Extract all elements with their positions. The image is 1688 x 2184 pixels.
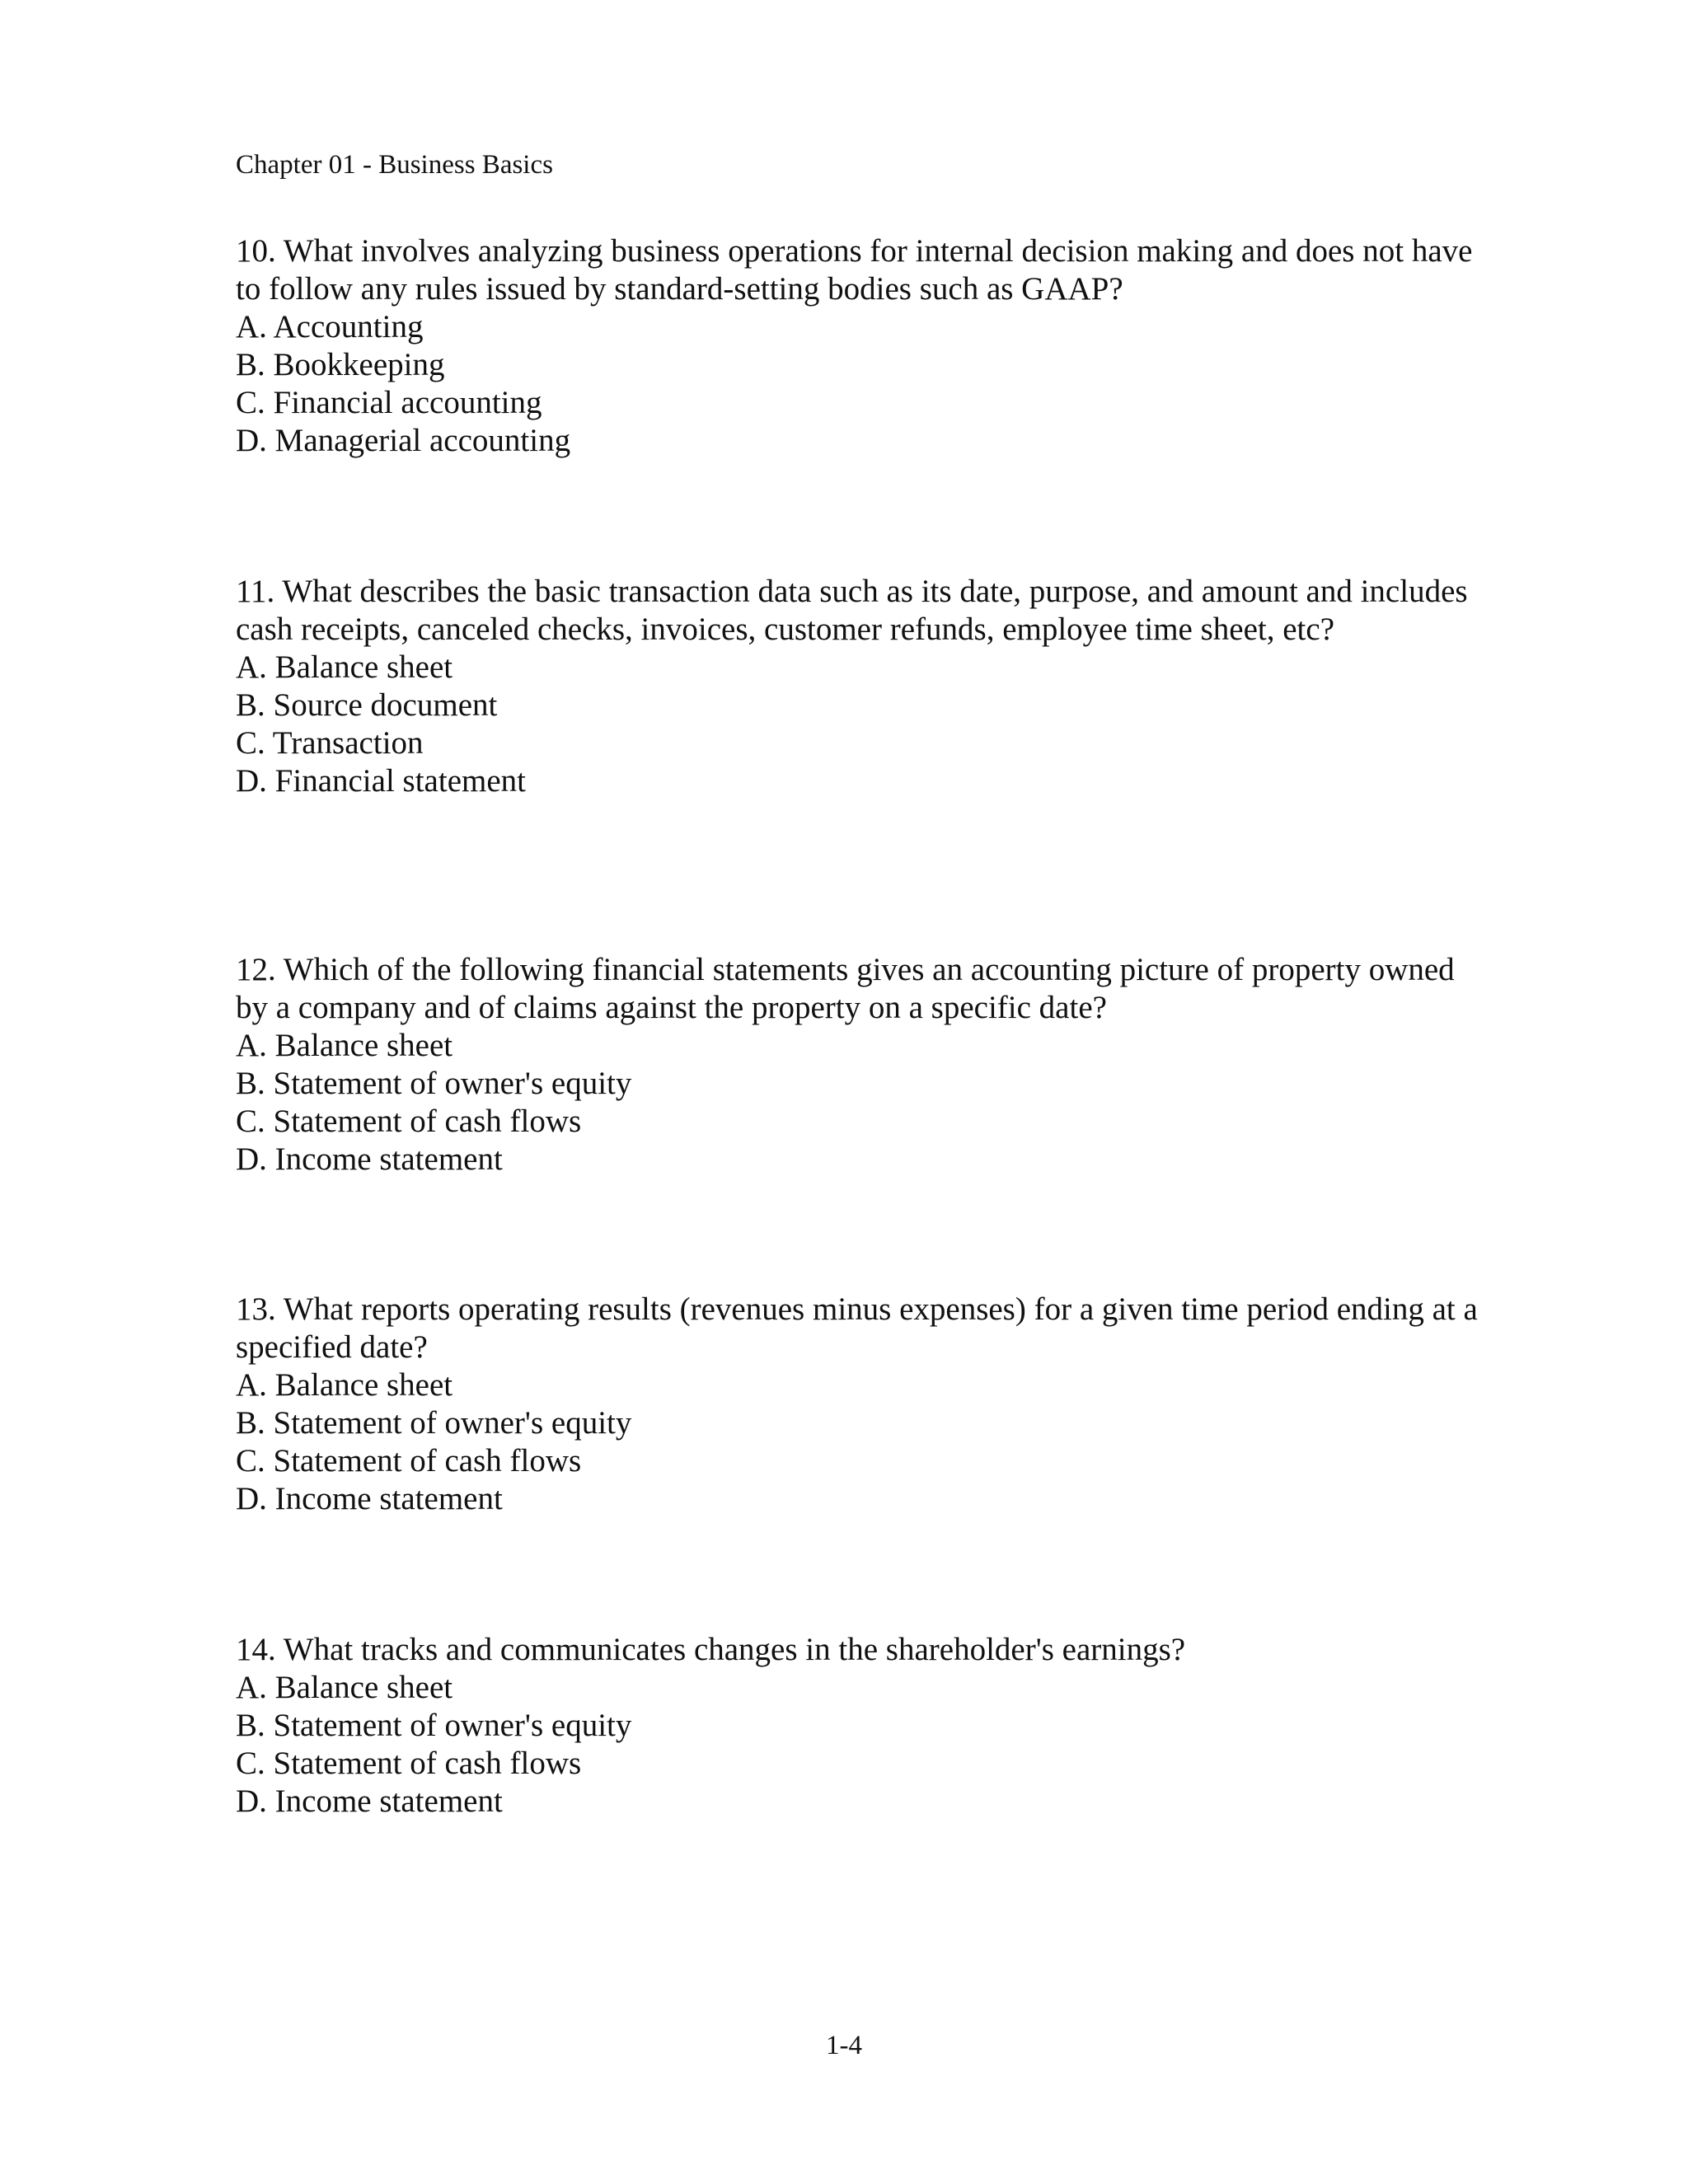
- option-d: D. Income statement: [236, 1141, 503, 1177]
- option-b: B. Bookkeeping: [236, 347, 445, 382]
- option-d: D. Financial statement: [236, 763, 526, 799]
- question-10: [236, 232, 1489, 460]
- option-c: C. Statement of cash flows: [236, 1443, 582, 1479]
- option-c: C. Statement of cash flows: [236, 1104, 582, 1139]
- option-d: D. Income statement: [236, 1481, 503, 1516]
- option-a: A. Balance sheet: [236, 1028, 453, 1063]
- option-b: B. Source document: [236, 687, 498, 723]
- option-b: B. Statement of owner's equity: [236, 1066, 632, 1101]
- question-text: 10. What involves analyzing business operations for internal decision making and does not have to follow any rules issued by standard-setting bodies such as GAAP?: [236, 233, 1473, 307]
- answer-options: [236, 1669, 1489, 1821]
- answer-options: [236, 1366, 1489, 1518]
- question-text: 12. Which of the following financial statements gives an accounting picture of property owned by a company and of claims against the property on a specific date?: [236, 952, 1455, 1025]
- question-11: [236, 573, 1489, 800]
- question-14: [236, 1631, 1489, 1821]
- question-text: 11. What describes the basic transaction data such as its date, purpose, and amount and includes cash receipts, canceled checks, invoices, customer refunds, employee time sheet, etc?: [236, 574, 1468, 647]
- answer-options: [236, 1027, 1489, 1179]
- option-c: C. Statement of cash flows: [236, 1746, 582, 1781]
- question-text: 14. What tracks and communicates changes in the shareholder's earnings?: [236, 1632, 1186, 1667]
- answer-options: [236, 308, 1489, 460]
- answer-options: [236, 649, 1489, 800]
- option-b: B. Statement of owner's equity: [236, 1708, 632, 1743]
- option-c: C. Financial accounting: [236, 385, 542, 420]
- option-d: D. Income statement: [236, 1783, 503, 1819]
- option-a: A. Balance sheet: [236, 649, 453, 685]
- option-a: A. Accounting: [236, 309, 424, 344]
- option-b: B. Statement of owner's equity: [236, 1405, 632, 1441]
- option-c: C. Transaction: [236, 725, 424, 761]
- chapter-header: Chapter 01 - Business Basics: [236, 150, 553, 180]
- option-a: A. Balance sheet: [236, 1670, 453, 1705]
- question-13: [236, 1291, 1489, 1518]
- option-a: A. Balance sheet: [236, 1367, 453, 1403]
- question-text: 13. What reports operating results (revenues minus expenses) for a given time period ending at a specified date?: [236, 1291, 1478, 1365]
- question-12: [236, 951, 1489, 1179]
- option-d: D. Managerial accounting: [236, 423, 571, 458]
- page-number: 1-4: [826, 2031, 862, 2060]
